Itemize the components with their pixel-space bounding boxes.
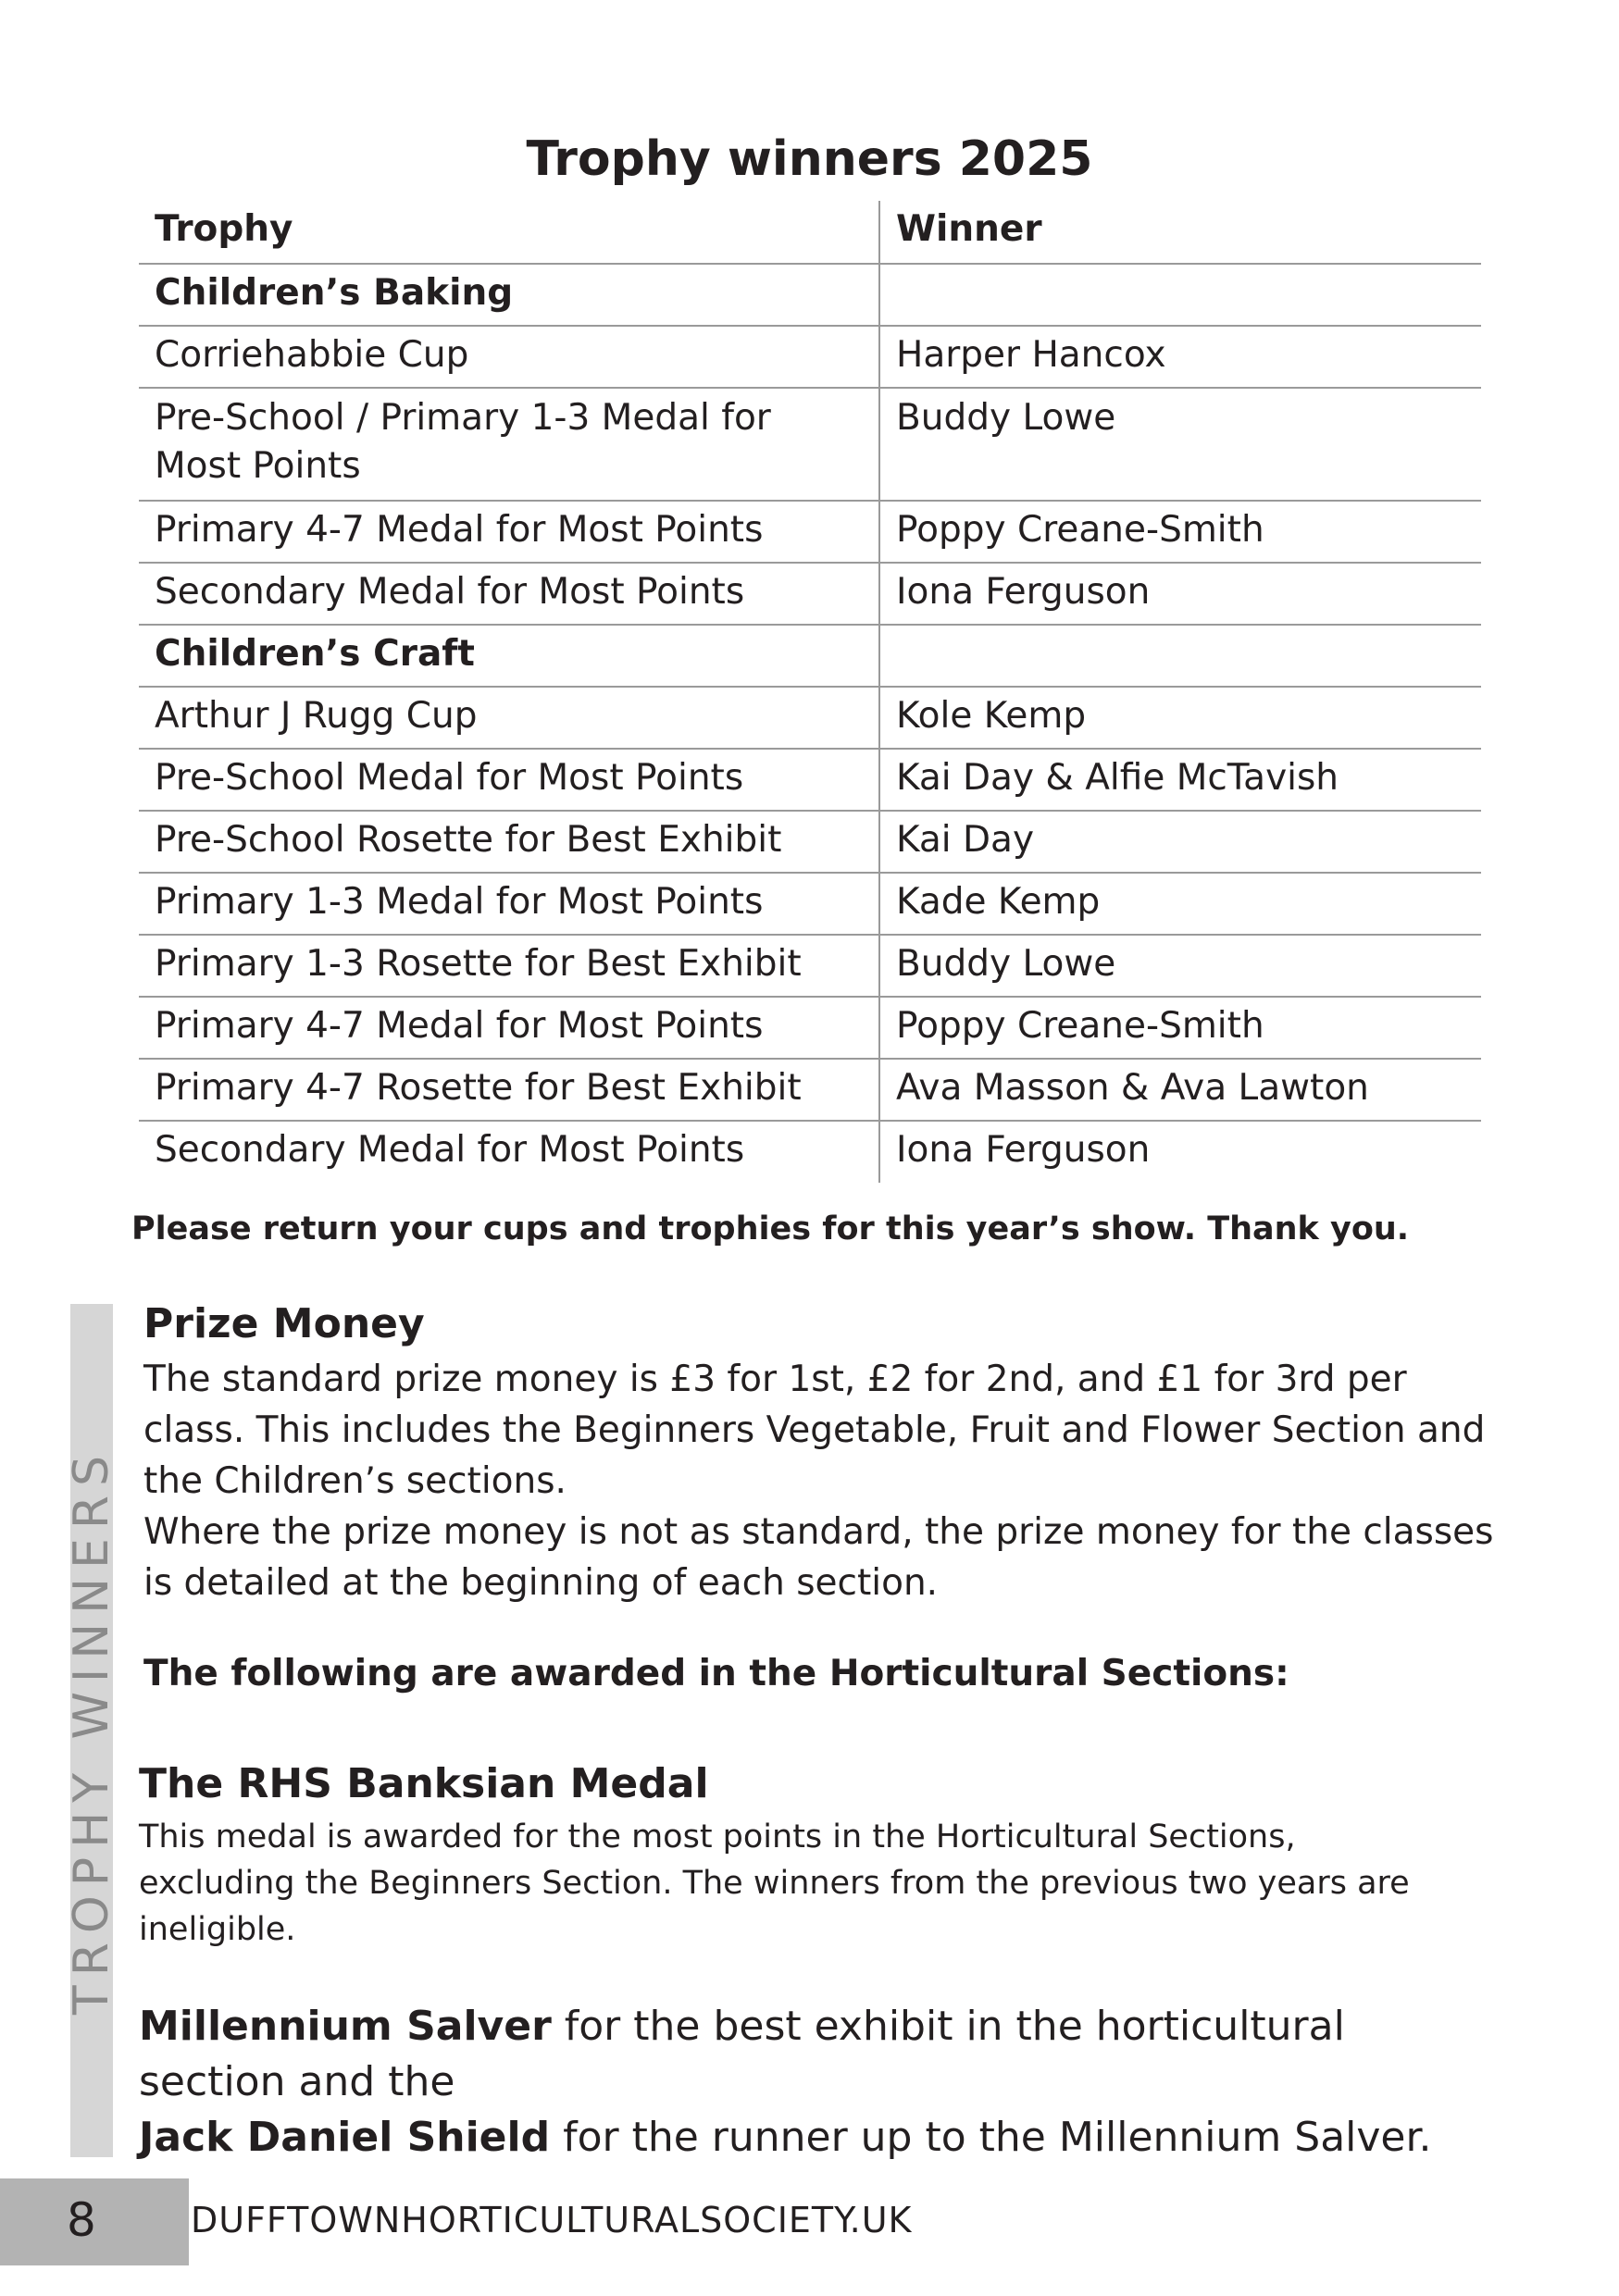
table-row xyxy=(139,326,1481,388)
trophy-cell: Pre-School Rosette for Best Exhibit xyxy=(139,811,879,873)
trophy-cell: Pre-School Medal for Most Points xyxy=(139,749,879,811)
header-winner: Winner xyxy=(879,201,1481,264)
rhs-text: This medal is awarded for the most points in the Horticultural Sections, excluding the Beginners Section. The winners from the previous two years are ineligible. xyxy=(139,1818,1410,1948)
side-tab xyxy=(64,1304,119,2157)
prize-para-1: The standard prize money is £3 for 1st, £2 for 2nd, and £1 for 3rd per class. This includes the Beginners Vegetable, Fruit and Flower Section and the Children’s sections. xyxy=(143,1359,1486,1502)
winner-cell: Harper Hancox xyxy=(879,326,1481,388)
winner-cell: Kai Day xyxy=(879,811,1481,873)
trophy-cell: Arthur J Rugg Cup xyxy=(139,687,879,749)
trophy-cell: Primary 1-3 Medal for Most Points xyxy=(139,873,879,935)
winner-cell xyxy=(879,264,1481,326)
table-row xyxy=(139,1059,1481,1121)
website: DUFFTOWNHORTICULTURALSOCIETY.UK xyxy=(191,2200,913,2240)
winner-cell: Buddy Lowe xyxy=(879,935,1481,997)
header-trophy: Trophy xyxy=(139,201,879,264)
table-header xyxy=(139,201,1481,264)
salver-desc: for the best exhibit in the horticultural section and the xyxy=(139,2003,1345,2105)
trophy-cell: Primary 4-7 Rosette for Best Exhibit xyxy=(139,1059,879,1121)
trophy-cell: Children’s Baking xyxy=(139,264,879,326)
trophy-cell: Primary 1-3 Rosette for Best Exhibit xyxy=(139,935,879,997)
winner-cell: Kade Kemp xyxy=(879,873,1481,935)
salver-name: Millennium Salver xyxy=(139,2003,552,2050)
page-title: Trophy winners 2025 xyxy=(526,131,1093,187)
table-row xyxy=(139,388,1481,501)
shield-desc: for the runner up to the Millennium Salver. xyxy=(550,2114,1432,2161)
return-note: Please return your cups and trophies for this year’s show. Thank you. xyxy=(131,1210,1410,1247)
section-row xyxy=(139,625,1481,687)
winner-cell: Poppy Creane-Smith xyxy=(879,501,1481,563)
rhs-heading: The RHS Banksian Medal xyxy=(139,1760,709,1807)
table-row xyxy=(139,1121,1481,1183)
prize-heading: Prize Money xyxy=(143,1300,425,1347)
prize-para-2: Where the prize money is not as standard, the prize money for the classes is detailed at the beginning of each section. xyxy=(143,1511,1494,1604)
side-label: TROPHY WINNERS xyxy=(64,1446,119,2016)
winner-cell: Iona Ferguson xyxy=(896,1129,1151,1171)
table-row xyxy=(139,997,1481,1059)
winner-cell xyxy=(879,625,1481,687)
page-number: 8 xyxy=(67,2193,96,2247)
trophy-cell: Secondary Medal for Most Points xyxy=(139,563,879,625)
winner-cell: Kole Kemp xyxy=(879,687,1481,749)
trophy-cell: Primary 4-7 Medal for Most Points xyxy=(139,997,879,1059)
table-row xyxy=(139,563,1481,625)
salver-text xyxy=(139,1999,1472,2166)
trophy-cell: Children’s Craft xyxy=(139,625,879,687)
trophy-cell: Pre-School / Primary 1-3 Medal for Most Points xyxy=(139,388,879,501)
winner-cell: Kai Day & Alfie McTavish xyxy=(879,749,1481,811)
table-row xyxy=(139,811,1481,873)
trophy-cell: Corriehabbie Cup xyxy=(139,326,879,388)
table-row xyxy=(139,501,1481,563)
trophy-cell: Secondary Medal for Most Points xyxy=(139,1121,879,1183)
winner-cell: Poppy Creane-Smith xyxy=(879,997,1481,1059)
trophy-cell: Primary 4-7 Medal for Most Points xyxy=(139,501,879,563)
table-row xyxy=(139,687,1481,749)
shield-name: Jack Daniel Shield xyxy=(139,2114,551,2161)
trophy-table xyxy=(139,201,1481,1183)
winner-cell: Ava Masson & Ava Lawton xyxy=(879,1059,1481,1121)
winner-cell: Iona Ferguson xyxy=(879,563,1481,625)
table-row xyxy=(139,749,1481,811)
awarded-heading: The following are awarded in the Horticultural Sections: xyxy=(143,1653,1289,1694)
table-row xyxy=(139,873,1481,935)
winner-cell: Buddy Lowe xyxy=(879,388,1481,501)
section-row xyxy=(139,264,1481,326)
table-row xyxy=(139,935,1481,997)
